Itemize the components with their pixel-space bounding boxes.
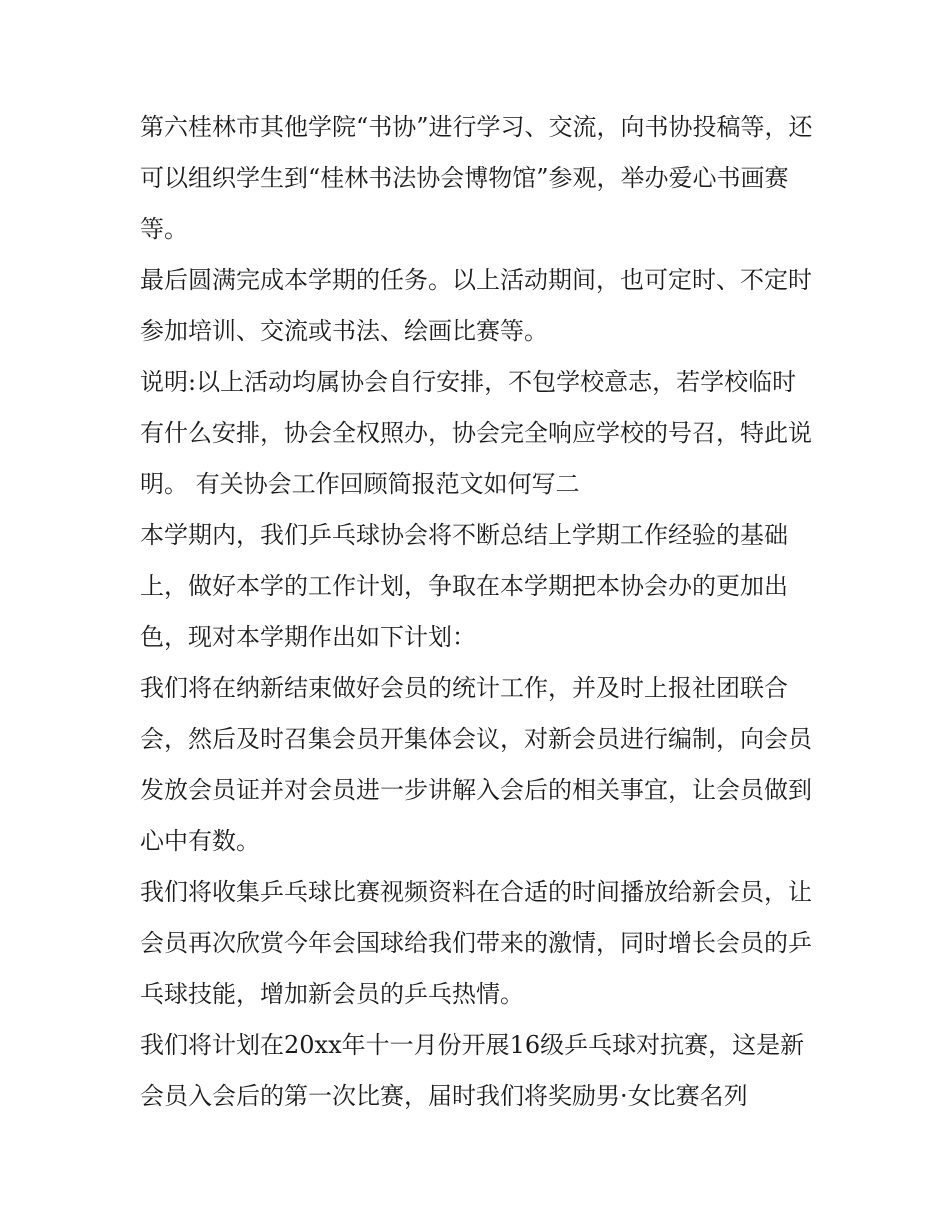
paragraph-plan-intro: 本学期内，我们乒乓球协会将不断总结上学期工作经验的基础上，做好本学的工作计划，争取在本学期把本协会办的更加出色，现对本学期作出如下计划： xyxy=(140,521,788,651)
paragraph-semester-tasks: 最后圆满完成本学期的任务。以上活动期间，也可定时、不定时参加培训、交流或书法、绘画比赛等。 xyxy=(140,266,812,345)
paragraph-competition: 我们将计划在20xx年十一月份开展16级乒乓球对抗赛，这是新会员入会后的第一次比赛，届时我们将奖励男·女比赛名列 xyxy=(140,1031,805,1110)
paragraph-member-statistics: 我们将在纳新结束做好会员的统计工作，并及时上报社团联合会，然后及时召集会员开集体会议，对新会员进行编制，向会员发放会员证并对会员进一步讲解入会后的相关事宜，让会员做到心中有数。 xyxy=(140,674,812,855)
paragraph-video-materials: 我们将收集乒乓球比赛视频资料在合适的时间播放给新会员，让会员再次欣赏今年会国球给我们带来的激情，同时增长会员的乒乓球技能，增加新会员的乒乓热情。 xyxy=(140,878,812,1008)
document-body xyxy=(140,102,820,1122)
paragraph-note: 说明:以上活动均属协会自行安排，不包学校意志，若学校临时有什么安排，协会全权照办，协会完全响应学校的号召，特此说明。 有关协会工作回顾简报范文如何写二 xyxy=(140,368,812,498)
paragraph-activities: 第六桂林市其他学院“书协”进行学习、交流，向书协投稿等，还可以组织学生到“桂林书法协会博物馆”参观，举办爱心书画赛等。 xyxy=(140,113,813,243)
